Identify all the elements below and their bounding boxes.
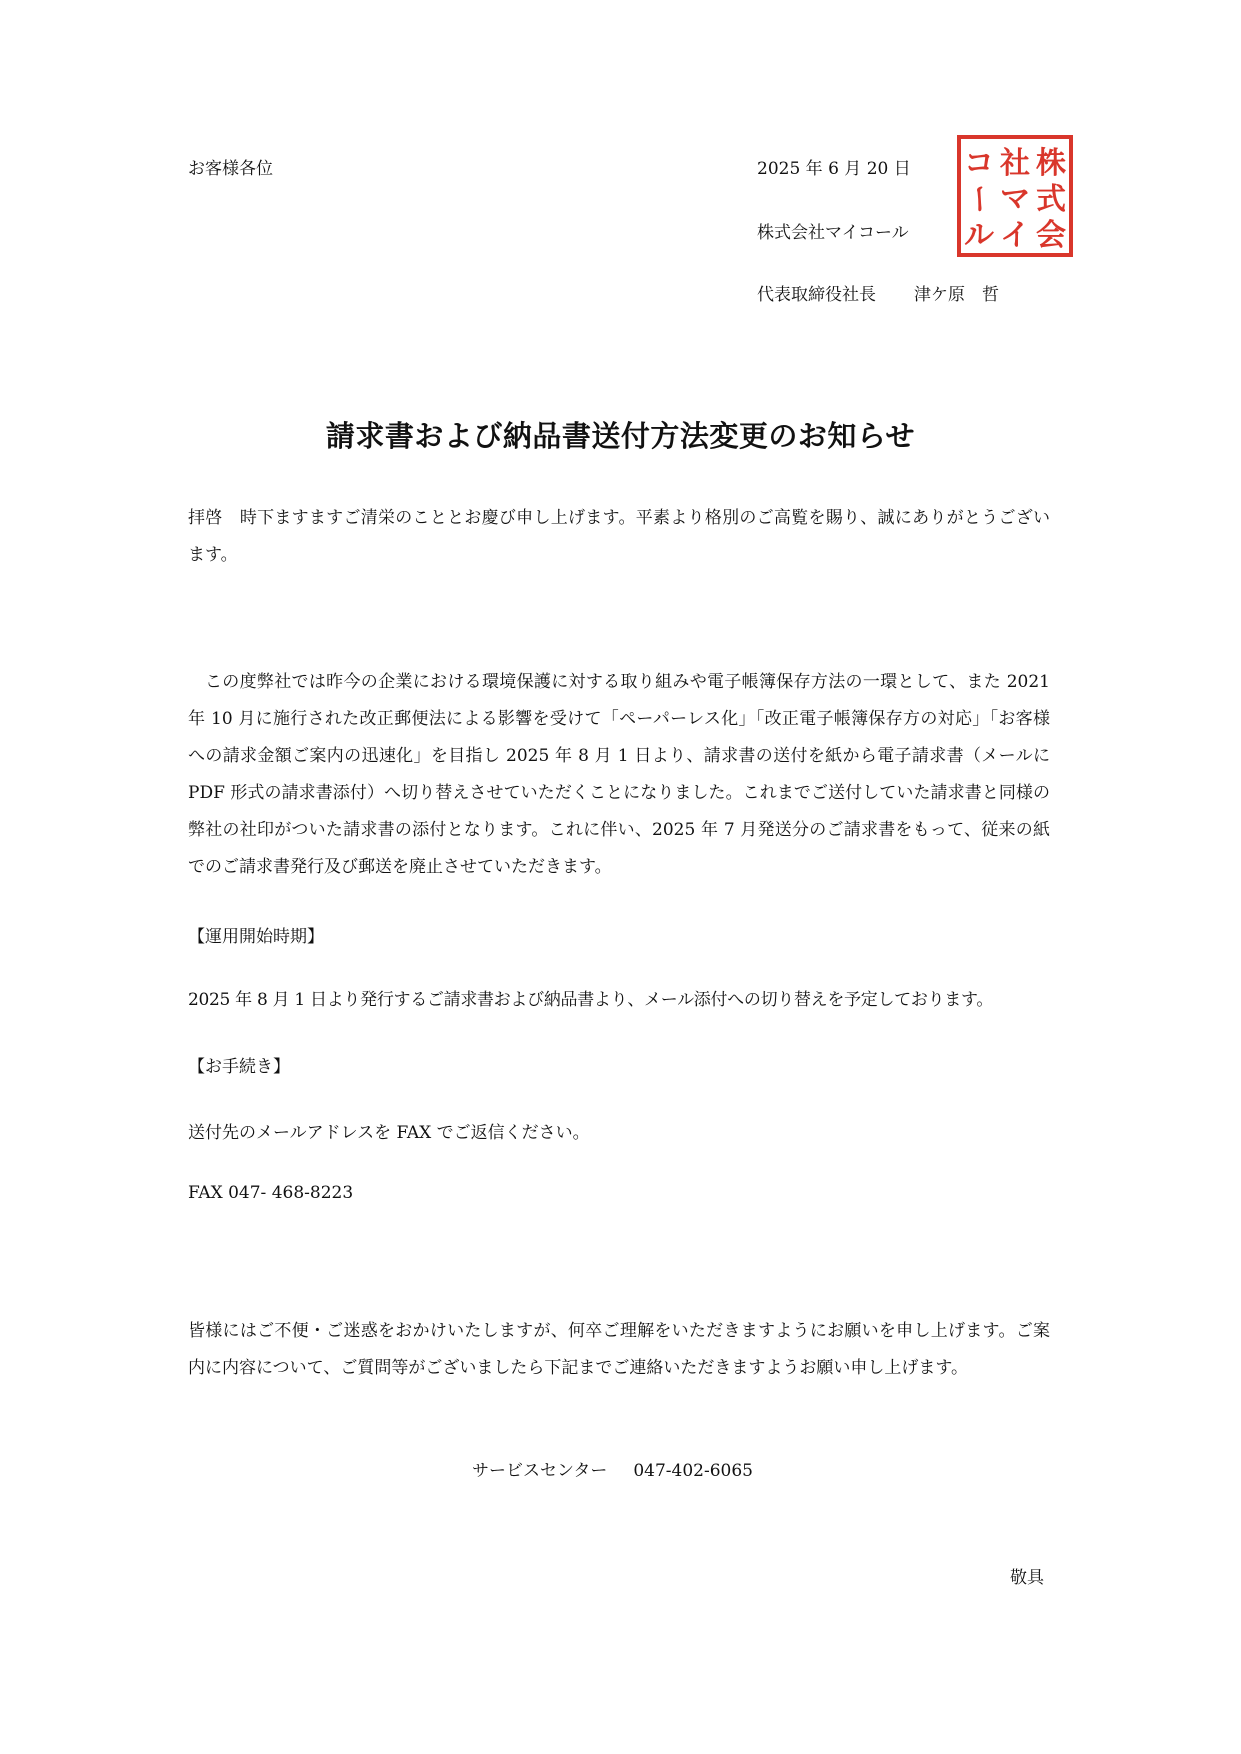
schedule-text: 2025 年 8 月 1 日より発行するご請求書および納品書より、メール添付への切り替えを予定しております。 <box>188 990 994 1010</box>
contact-phone: 047-402-6065 <box>633 1461 753 1481</box>
company-seal-stamp <box>955 133 1075 259</box>
seal-char: ル <box>964 218 994 253</box>
schedule-heading: 【運用開始時期】 <box>188 927 324 947</box>
document-title: 請求書および納品書送付方法変更のお知らせ <box>325 419 916 453</box>
contact-label: サービスセンター <box>472 1461 608 1481</box>
procedure-heading: 【お手続き】 <box>188 1057 290 1077</box>
procedure-text: 送付先のメールアドレスを FAX でご返信ください。 <box>188 1123 590 1143</box>
recipient-line: お客様各位 <box>188 159 273 179</box>
representative-title: 代表取締役社長 <box>757 285 876 305</box>
seal-char: 社 <box>1000 146 1030 181</box>
company-name: 株式会社マイコール <box>757 223 909 243</box>
seal-char: 会 <box>1036 218 1066 253</box>
main-paragraph: この度弊社では昨今の企業における環境保護に対する取り組みや電子帳簿保存方法の一環として、また 2021 年 10 月に施行された改正郵便法による影響を受けて「ペーパーレス化」「改正電子帳簿保存方の対応」「お客様への請求金額ご案内の迅速化」を目指し 2025 年 8 月 1 日より、請求書の送付を紙から電子請求書（メールに PDF 形式の請求書添付）へ切り替えさせていただくことになりました。これまでご送付していた請求書と同様の弊社の社印がついた請求書の添付となります。これに伴い、2025 年 7 月発送分のご請求書をもって、従来の紙でのご請求書発行及び郵送を廃止させていただきます。 <box>188 672 1050 877</box>
representative-line <box>757 280 999 305</box>
greeting-paragraph: 拝啓 時下ますますご清栄のこととお慶び申し上げます。平素より格別のご高覧を賜り、誠にありがとうございます。 <box>188 508 1050 565</box>
seal-char: 式 <box>1036 182 1066 217</box>
seal-column-left <box>961 146 996 253</box>
sign-off: 敬具 <box>1010 1568 1044 1588</box>
document-date: 2025 年 6 月 20 日 <box>757 159 911 179</box>
seal-char: コ <box>964 146 994 181</box>
seal-char: イ <box>1000 218 1030 253</box>
seal-char: 株 <box>1036 146 1066 181</box>
representative-name: 津ケ原 哲 <box>914 285 999 305</box>
seal-column-right <box>1036 146 1066 253</box>
seal-column-middle <box>1000 146 1030 253</box>
fax-number: FAX 047- 468-8223 <box>188 1183 354 1203</box>
seal-char: マ <box>1000 182 1030 217</box>
contact-line <box>472 1456 753 1481</box>
closing-paragraph: 皆様にはご不便・ご迷惑をおかけいたしますが、何卒ご理解をいただきますようにお願いを申し上げます。ご案内に内容について、ご質問等がございましたら下記までご連絡いただきますようお願い申し上げます。 <box>188 1321 1050 1378</box>
seal-char: ー <box>961 184 996 214</box>
